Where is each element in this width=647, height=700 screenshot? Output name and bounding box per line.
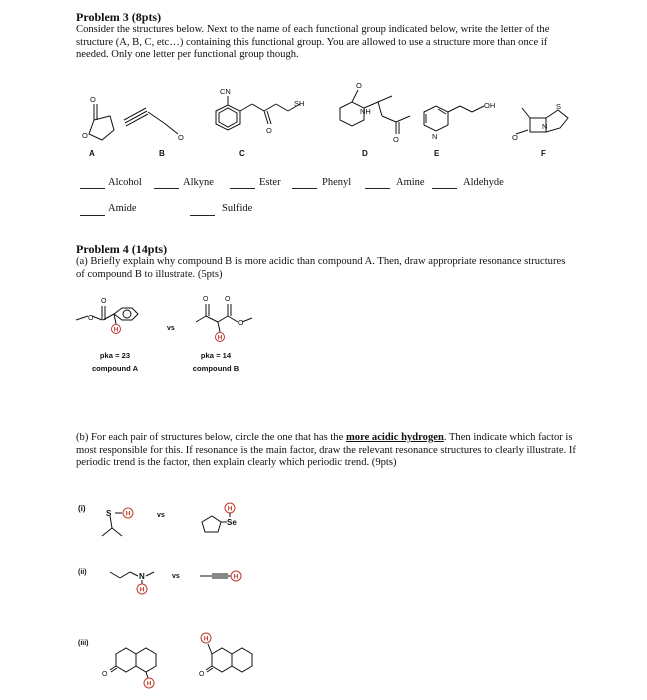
pair-i-sulfur-label: S xyxy=(106,509,112,518)
pair-ii-left-acidic-h xyxy=(137,584,147,594)
alcohol-answer-blank[interactable] xyxy=(80,188,105,189)
svg-text:H: H xyxy=(203,635,209,643)
problem-4b-prompt-start: (b) For each pair of structures below, circle the one that has the xyxy=(76,432,346,443)
svg-text:H: H xyxy=(233,573,239,581)
sulfide-label: Sulfide xyxy=(222,203,253,214)
structure-label-c: C xyxy=(239,149,245,158)
phenyl-label: Phenyl xyxy=(322,177,352,188)
pair-iii-label: (iii) xyxy=(78,640,89,647)
structure-e-oh-label: OH xyxy=(484,101,496,110)
pair-iii-right-oxygen-label: O xyxy=(199,671,205,678)
pair-i-vs: vs xyxy=(157,512,165,519)
structure-d xyxy=(340,90,410,134)
pair-i-label: (i) xyxy=(78,504,86,513)
svg-text:H: H xyxy=(146,680,152,688)
compound-a-structure xyxy=(76,306,138,324)
sulfide-answer-blank[interactable] xyxy=(190,215,215,216)
structure-b-oxygen-label: O xyxy=(178,133,184,142)
problem-4b-prompt-end: . Then indicate which factor is most responsible for this. If resonance is the main factor, draw the relevant resonance structures to clearly illustrate. If periodic trend is the factor, then explain clearly which periodic trend. (9pts) xyxy=(76,432,576,469)
compound-b-ester-oxygen-label: O xyxy=(238,320,244,327)
amine-label: Amine xyxy=(396,177,425,188)
structure-d-nh-label: NH xyxy=(360,107,371,116)
structure-label-a: A xyxy=(89,149,95,158)
compounds-a-b xyxy=(70,290,290,350)
structure-label-f: F xyxy=(541,149,546,158)
compound-b-pka: pka = 14 xyxy=(200,351,232,360)
structure-c xyxy=(216,96,300,130)
pair-i-selenium-label: Se xyxy=(227,518,237,527)
amide-label: Amide xyxy=(108,203,137,214)
compound-b-carbonyl-oxygen-2-label: O xyxy=(225,296,231,303)
pair-ii-structures xyxy=(100,562,260,602)
structure-f-oxygen-label: O xyxy=(512,133,518,142)
pair-iii-left-oxygen-label: O xyxy=(102,671,108,678)
structure-d-oxygen-label: O xyxy=(356,81,362,90)
compound-a-ester-oxygen-label: O xyxy=(88,315,94,322)
compound-a-acidic-h xyxy=(112,325,121,334)
ester-label: Ester xyxy=(259,177,281,188)
compound-b-acidic-h xyxy=(216,333,225,342)
svg-text:H: H xyxy=(217,334,223,342)
amide-answer-blank[interactable] xyxy=(80,215,105,216)
problem-4b-prompt xyxy=(76,432,576,470)
structure-e xyxy=(424,106,484,131)
structure-c-cn-label: CN xyxy=(220,87,231,96)
aldehyde-answer-blank[interactable] xyxy=(432,188,457,189)
structure-label-e: E xyxy=(434,149,440,158)
structure-label-d: D xyxy=(362,149,368,158)
alcohol-label: Alcohol xyxy=(108,177,142,188)
alkyne-answer-blank[interactable] xyxy=(154,188,179,189)
structure-label-b: B xyxy=(159,149,165,158)
svg-text:H: H xyxy=(139,586,145,594)
pair-ii-nitrogen-label: N xyxy=(139,572,145,581)
phenyl-answer-blank[interactable] xyxy=(292,188,317,189)
pair-iii-right-acidic-h xyxy=(201,633,211,643)
pair-ii-label: (ii) xyxy=(78,569,87,576)
structure-d-carbonyl-oxygen-label: O xyxy=(393,135,399,144)
problem-3-title: Problem 3 (8pts) xyxy=(76,10,162,24)
pair-i-right-acidic-h xyxy=(225,503,235,513)
pair-i-structures xyxy=(90,496,250,544)
problem-4b-emphasis: more acidic hydrogen xyxy=(345,432,444,443)
pair-ii-vs: vs xyxy=(172,573,180,580)
structure-a xyxy=(89,104,114,140)
compound-comparison-vs: vs xyxy=(167,325,175,332)
structure-e-nitrogen-label: N xyxy=(432,132,438,141)
amine-answer-blank[interactable] xyxy=(365,188,390,189)
compound-b-carbonyl-oxygen-1-label: O xyxy=(203,296,209,303)
pair-iii-left-acidic-h xyxy=(144,678,154,688)
pair-i-left-acidic-h xyxy=(123,508,133,518)
pair-iii-structures xyxy=(100,626,280,690)
svg-text:H: H xyxy=(227,505,233,513)
compound-a-pka: pka = 23 xyxy=(99,351,131,360)
structure-a-ring-oxygen-label: O xyxy=(82,131,88,140)
structure-f-nitrogen-label: N xyxy=(542,122,548,131)
alkyne-label: Alkyne xyxy=(183,177,214,188)
problem-4a-prompt: (a) Briefly explain why compound B is more acidic than compound A. Then, draw appropriate resonance structures of compound B to illustrate. (5pts) xyxy=(76,256,566,280)
structure-a-oxygen-label: O xyxy=(90,95,96,104)
compound-a-name: compound A xyxy=(91,364,139,373)
compound-a-carbonyl-oxygen-label: O xyxy=(101,298,107,305)
aldehyde-label: Aldehyde xyxy=(463,177,504,188)
svg-text:H: H xyxy=(125,510,131,518)
pair-ii-right-acidic-h xyxy=(231,571,241,581)
problem-3-instructions: Consider the structures below. Next to the name of each functional group indicated below, write the letter of the structure (A, B, C, etc…) containing this functional group. You are allowed to use a structure more than once if needed. Only one letter per functional group though. xyxy=(76,24,550,61)
ester-answer-blank[interactable] xyxy=(230,188,255,189)
structure-c-oxygen-label: O xyxy=(266,126,272,135)
structure-d-sh-label: SH xyxy=(294,99,305,108)
compound-b-name: compound B xyxy=(192,364,240,373)
problem-4-title: Problem 4 (14pts) xyxy=(76,242,168,256)
problem-3-structures xyxy=(60,78,600,170)
svg-text:H: H xyxy=(113,326,119,334)
compound-b-structure xyxy=(196,304,252,332)
structure-b xyxy=(124,108,178,134)
structure-f-sulfur-label: S xyxy=(556,102,562,111)
